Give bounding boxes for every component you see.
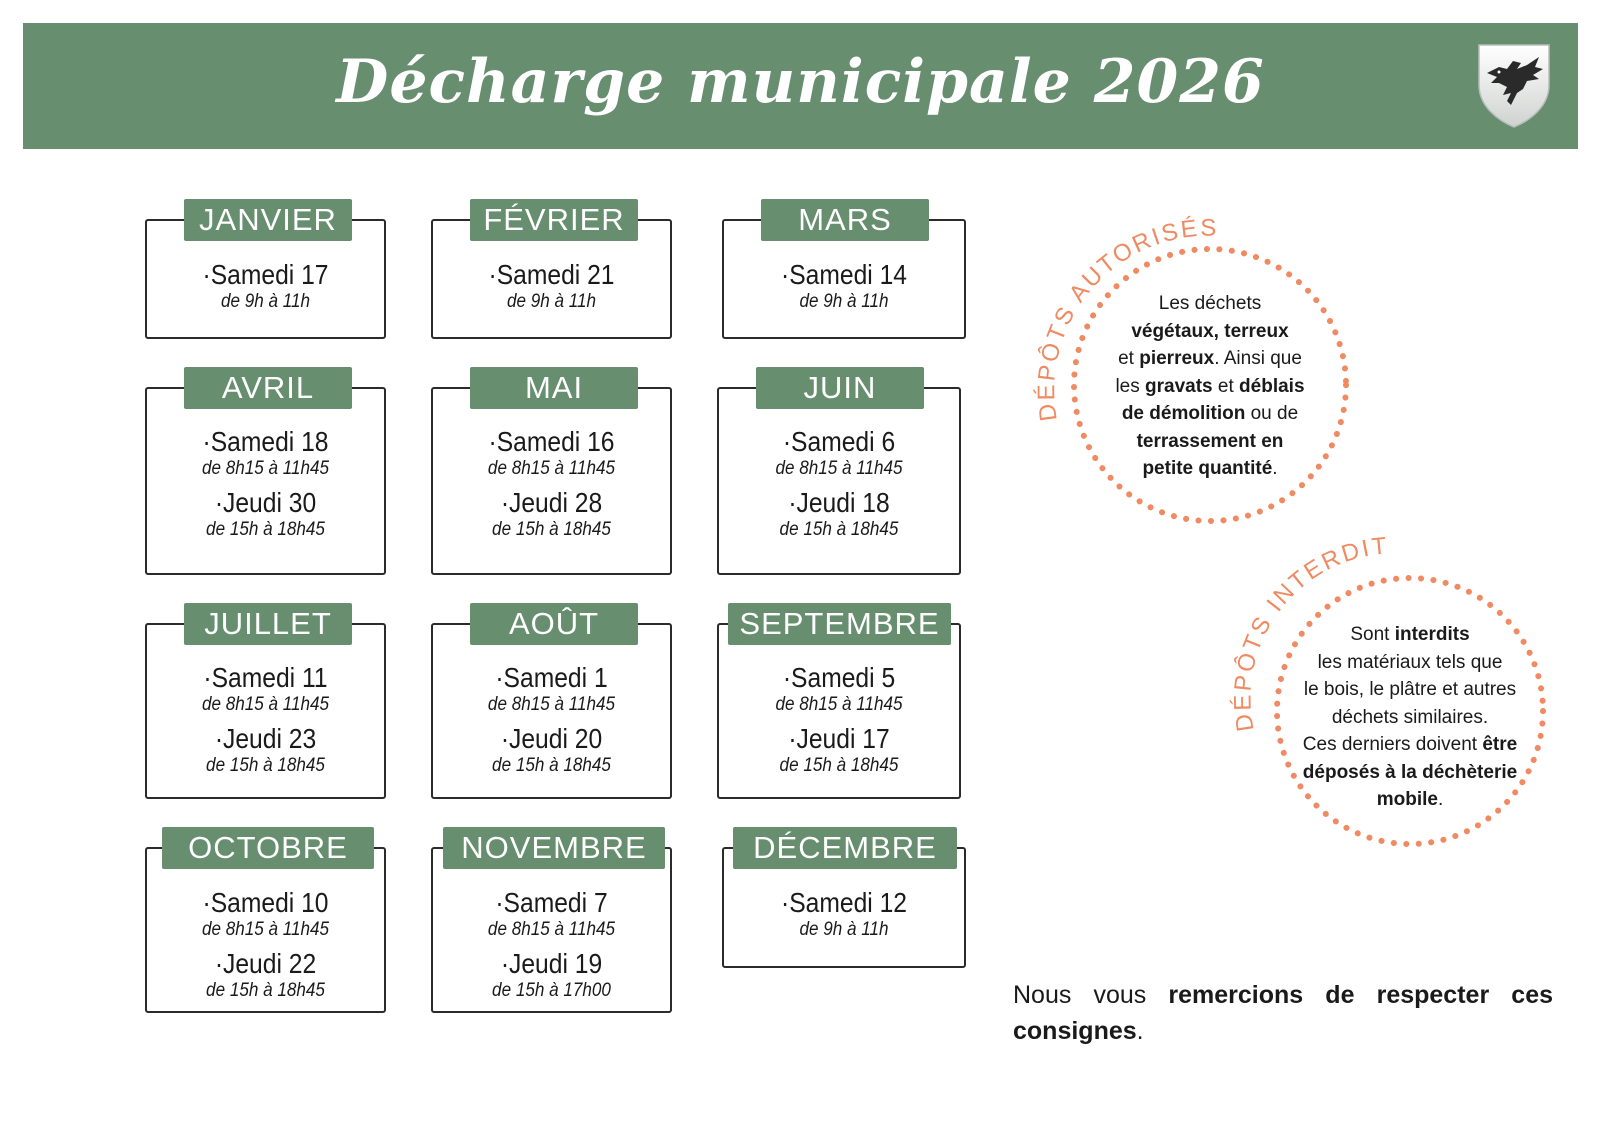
entry-day: ·Samedi 7 bbox=[495, 887, 608, 918]
description-line bbox=[1085, 373, 1335, 401]
entry-day: ·Jeudi 30 bbox=[214, 487, 317, 518]
bold-text: interdits bbox=[1394, 624, 1470, 645]
entry-hours: de 9h à 11h bbox=[220, 291, 311, 312]
month-label: NOVEMBRE bbox=[443, 827, 665, 869]
entry-day: ·Jeudi 18 bbox=[788, 487, 890, 518]
entry-hours: de 15h à 17h00 bbox=[492, 980, 611, 1001]
bold-text: petite quantité bbox=[1142, 458, 1273, 479]
month-label: JANVIER bbox=[184, 199, 352, 241]
text: Les déchets bbox=[1158, 293, 1262, 314]
month-label: MARS bbox=[761, 199, 929, 241]
entry-hours: de 9h à 11h bbox=[799, 919, 889, 940]
entry-day: ·Samedi 11 bbox=[203, 662, 328, 693]
entry-hours: de 15h à 18h45 bbox=[492, 755, 611, 776]
text: déchets similaires. bbox=[1331, 706, 1489, 728]
entry-hours: de 15h à 18h45 bbox=[492, 519, 611, 540]
month-label: JUILLET bbox=[184, 603, 352, 645]
entry-day: ·Samedi 12 bbox=[780, 887, 908, 918]
entry-day: ·Jeudi 17 bbox=[788, 723, 890, 754]
bold-text: végétaux, terreux bbox=[1131, 320, 1289, 342]
entry-hours: de 15h à 18h45 bbox=[206, 519, 325, 540]
description-line bbox=[1085, 455, 1335, 483]
entry-day: ·Jeudi 19 bbox=[500, 948, 603, 979]
entry-day: ·Jeudi 23 bbox=[214, 723, 317, 754]
bold-text: déblais bbox=[1239, 375, 1305, 397]
month-label: DÉCEMBRE bbox=[733, 827, 957, 869]
bold-text: pierreux bbox=[1139, 348, 1215, 369]
month-label: MAI bbox=[470, 367, 638, 409]
description-line bbox=[1280, 649, 1540, 677]
footer-note bbox=[1013, 977, 1553, 1049]
entry-day: ·Samedi 21 bbox=[488, 259, 615, 290]
entry-day: ·Samedi 14 bbox=[780, 259, 908, 290]
entry-day: ·Samedi 10 bbox=[202, 887, 329, 918]
month-label: AVRIL bbox=[184, 367, 352, 409]
text: . bbox=[1437, 789, 1444, 810]
month-label: FÉVRIER bbox=[470, 199, 638, 241]
text: Nous vous bbox=[1013, 981, 1169, 1009]
month-label: OCTOBRE bbox=[162, 827, 374, 869]
bold-text: terrassement en bbox=[1136, 430, 1284, 452]
entry-day: ·Jeudi 22 bbox=[214, 948, 317, 979]
text: les bbox=[1115, 375, 1146, 397]
description-line bbox=[1085, 290, 1335, 318]
description-line bbox=[1280, 731, 1540, 759]
description-line bbox=[1280, 621, 1540, 649]
entry-hours: de 8h15 à 11h45 bbox=[775, 694, 903, 715]
description-line bbox=[1280, 676, 1540, 704]
entry-day: ·Samedi 6 bbox=[782, 426, 896, 457]
entry-hours: de 15h à 18h45 bbox=[206, 755, 325, 776]
entry-day: ·Samedi 17 bbox=[202, 259, 329, 290]
description-line bbox=[1085, 318, 1335, 346]
authorized-title: DÉPÔTS AUTORISÉS bbox=[1033, 214, 1219, 423]
bold-text: être bbox=[1482, 734, 1518, 755]
entry-hours: de 8h15 à 11h45 bbox=[487, 458, 616, 479]
month-label: AOÛT bbox=[470, 603, 638, 645]
entry-hours: de 15h à 18h45 bbox=[779, 755, 899, 776]
month-label: JUIN bbox=[756, 367, 924, 409]
forbidden-description bbox=[1280, 621, 1540, 814]
text: les matériaux tels que bbox=[1317, 651, 1503, 673]
bold-text: de démolition bbox=[1121, 403, 1246, 424]
bold-text: gravats bbox=[1145, 375, 1213, 397]
description-line bbox=[1085, 345, 1335, 373]
text: et bbox=[1212, 375, 1240, 397]
entry-hours: de 8h15 à 11h45 bbox=[487, 919, 616, 940]
entry-hours: de 15h à 18h45 bbox=[206, 980, 325, 1001]
entry-day: ·Samedi 5 bbox=[782, 662, 896, 693]
text: le bois, le plâtre et autres bbox=[1303, 679, 1517, 700]
entry-day: ·Samedi 16 bbox=[488, 426, 615, 457]
description-line bbox=[1280, 786, 1540, 814]
description-line bbox=[1085, 428, 1335, 456]
authorized-description bbox=[1085, 290, 1335, 483]
description-line bbox=[1280, 759, 1540, 787]
forbidden-title: DÉPÔTS INTERDIT bbox=[1229, 532, 1391, 734]
bold-text: remercions de respecter ces consignes bbox=[1013, 981, 1553, 1045]
entry-hours: de 15h à 18h45 bbox=[779, 519, 899, 540]
entry-day: ·Jeudi 20 bbox=[500, 723, 603, 754]
entry-hours: de 8h15 à 11h45 bbox=[201, 694, 330, 715]
page-title: Décharge municipale 2026 bbox=[336, 47, 1265, 117]
description-line bbox=[1085, 400, 1335, 428]
entry-day: ·Samedi 18 bbox=[202, 426, 329, 457]
bold-text: mobile bbox=[1376, 789, 1438, 810]
entry-day: ·Samedi 1 bbox=[495, 662, 608, 693]
text: ou de bbox=[1245, 403, 1299, 424]
month-label: SEPTEMBRE bbox=[728, 603, 951, 645]
entry-hours: de 8h15 à 11h45 bbox=[775, 458, 903, 479]
entry-hours: de 9h à 11h bbox=[506, 291, 597, 312]
text: Sont bbox=[1350, 624, 1395, 645]
text: . Ainsi que bbox=[1214, 348, 1302, 369]
entry-hours: de 8h15 à 11h45 bbox=[201, 458, 330, 479]
text: Ces derniers doivent bbox=[1302, 734, 1483, 755]
entry-day: ·Jeudi 28 bbox=[500, 487, 603, 518]
text: . bbox=[1136, 1017, 1144, 1045]
description-line bbox=[1280, 704, 1540, 732]
entry-hours: de 9h à 11h bbox=[799, 291, 889, 312]
bold-text: déposés à la déchèterie bbox=[1302, 761, 1518, 783]
text: et bbox=[1118, 348, 1140, 369]
entry-hours: de 8h15 à 11h45 bbox=[201, 919, 330, 940]
entry-hours: de 8h15 à 11h45 bbox=[487, 694, 616, 715]
text: . bbox=[1272, 458, 1278, 479]
